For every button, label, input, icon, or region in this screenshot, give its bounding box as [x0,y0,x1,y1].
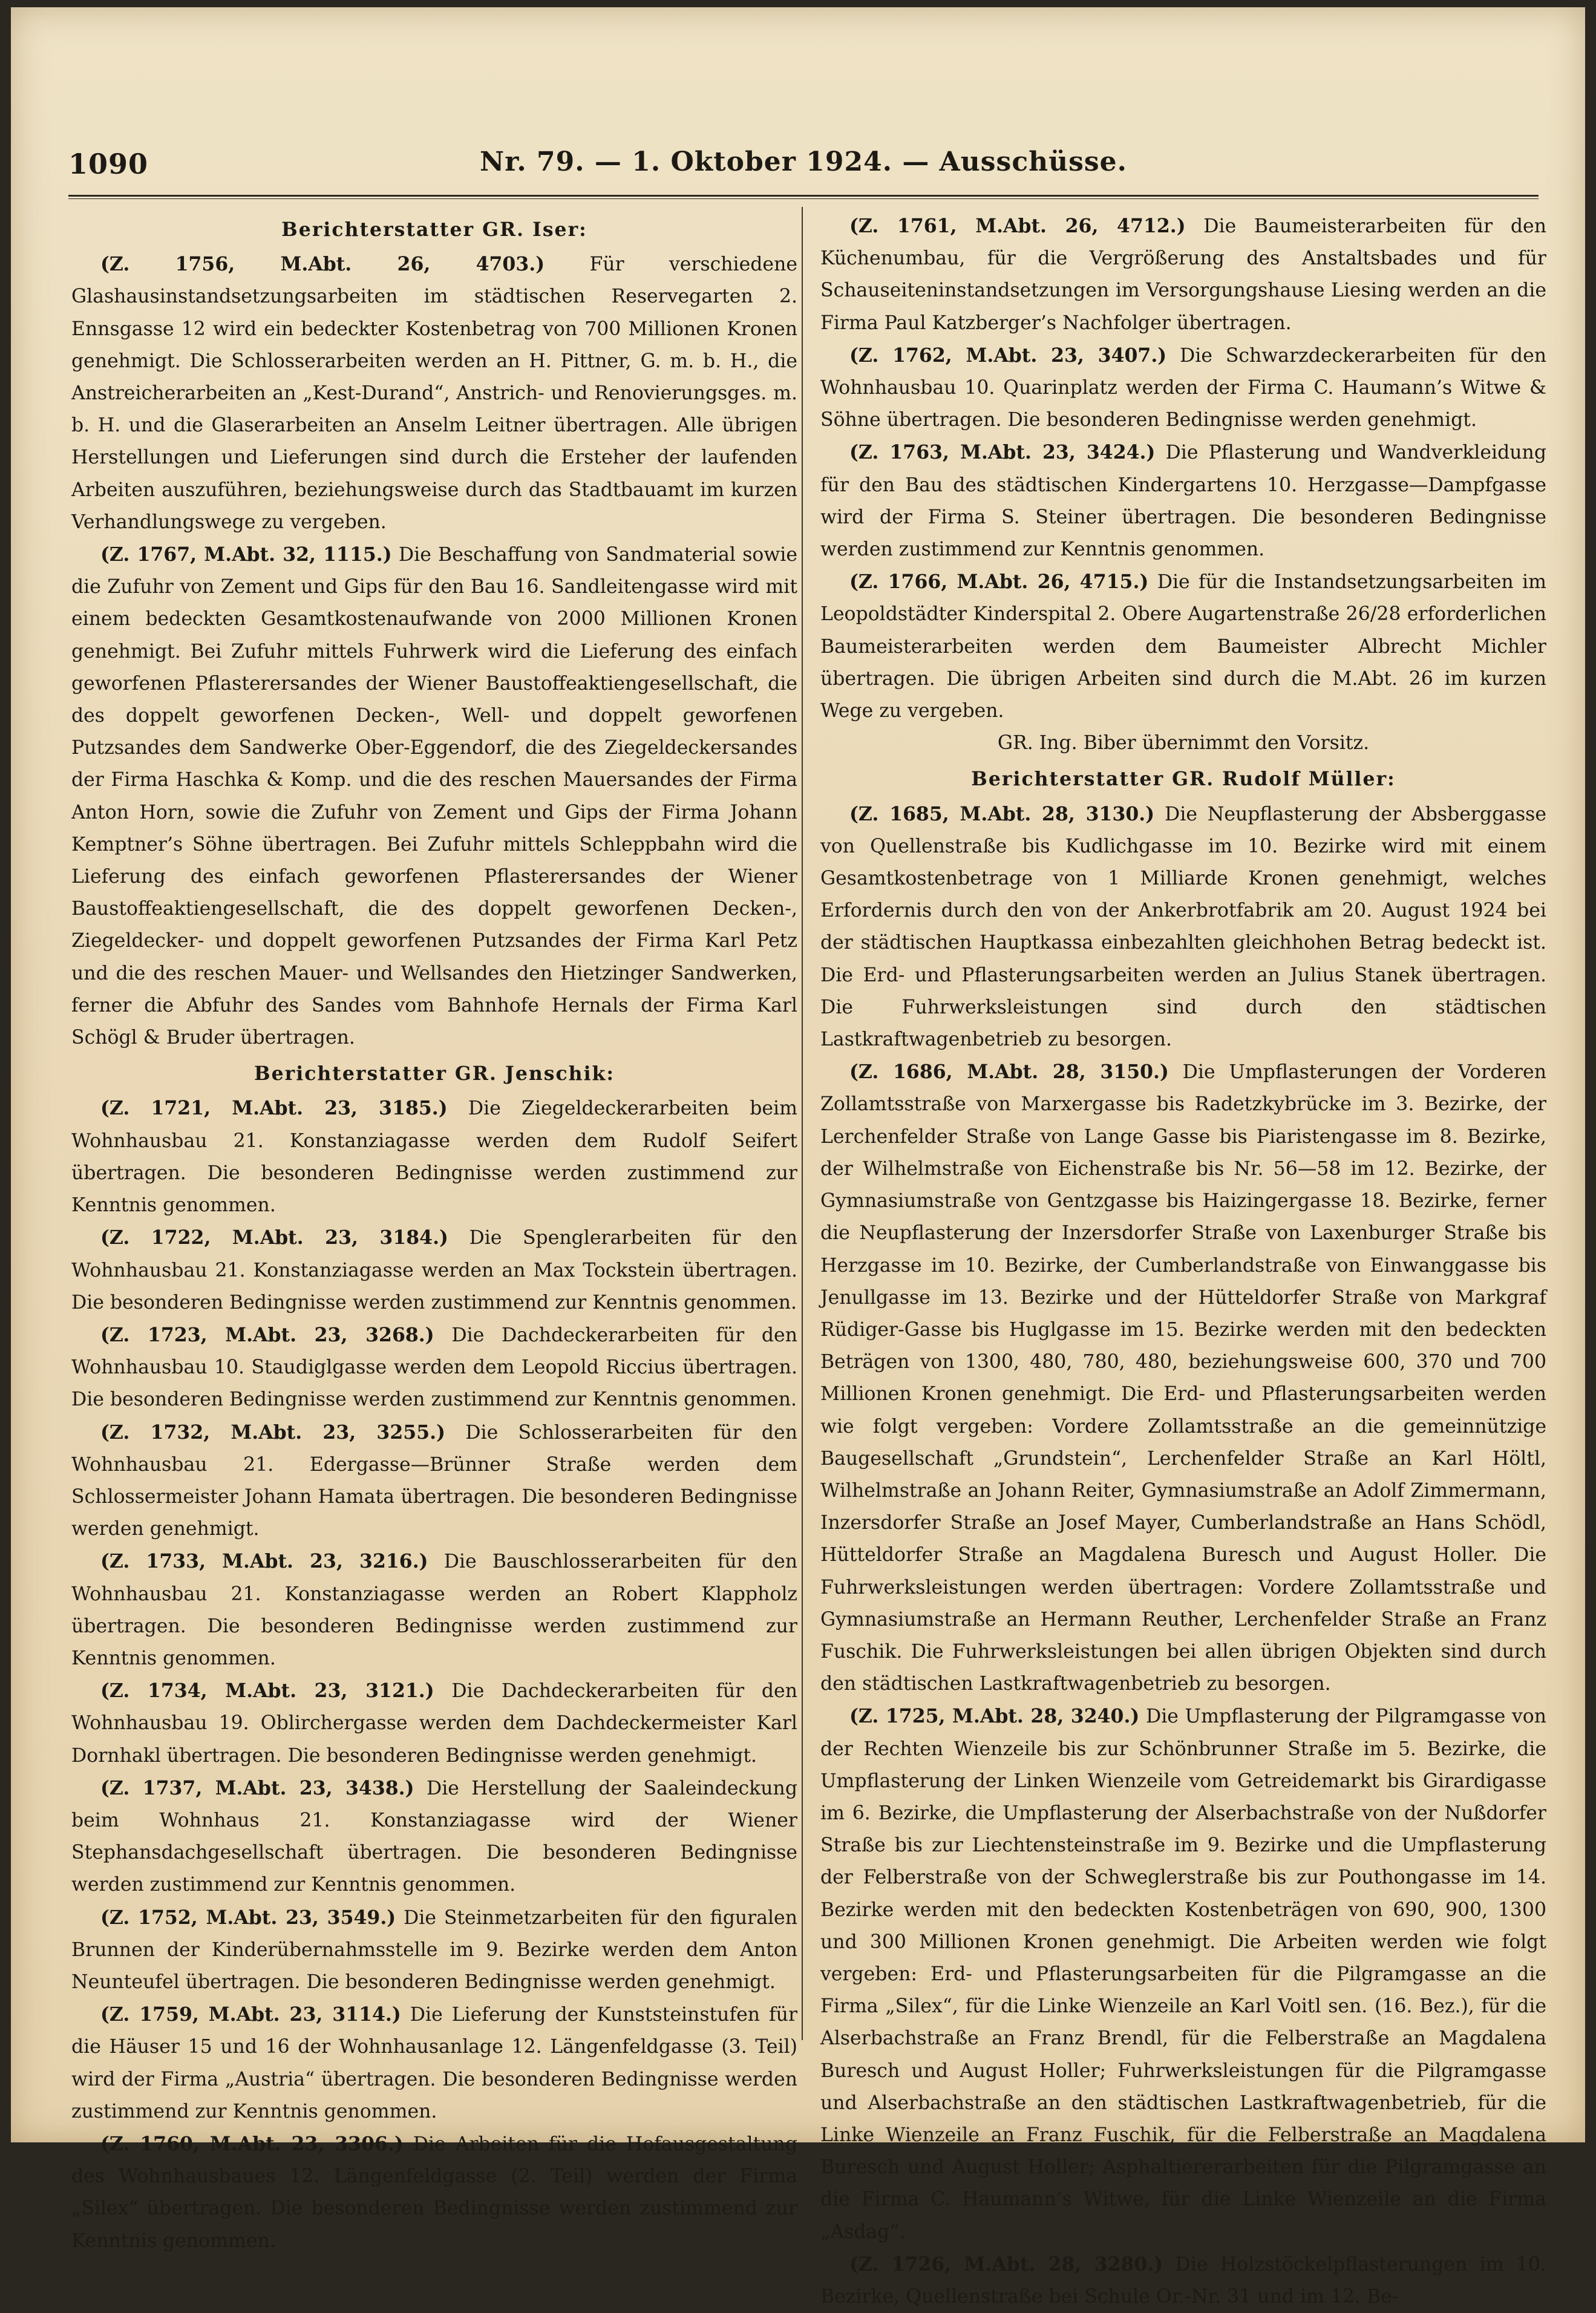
entry-reference: (Z. 1726, M.Abt. 28, 3280.) [849,2252,1163,2275]
entry-text: Die für die Instandsetzungsarbeiten im Leopoldstädter Kinderspital 2. Obere Augartenstraße 26/28 erforderlichen Baumeisterarbeiten werden dem Baumeister Albrecht Michler übertragen. Die übrigen Arbeiten sind durch die M.Abt. 26 im kurzen Wege zu vergeben. [820,571,1546,722]
entry-text: Die Steinmetzarbeiten für den figuralen Brunnen der Kinderübernahmsstelle im 9. Bezirke werden dem Anton Neunteufel übertragen. Die besonderen Bedingnisse werden genehmigt. [71,1906,797,1993]
entry-reference: (Z. 1723, M.Abt. 23, 3268.) [100,1323,434,1346]
entry-reference: (Z. 1733, M.Abt. 23, 3216.) [100,1550,428,1573]
entry-text: Die Umpflasterungen der Vorderen Zollamtsstraße von Marxergasse bis Radetzkybrücke im 3. Bezirke, der Lerchenfelder Straße von Lange Gasse bis Piaristengasse im 8. Bezirke, der Wilhelmstraße von Eichenstraße bis Nr. 56—58 im 12. Bezirke, der Gymnasiumstraße von Gentzgasse bis Haizingergasse 18. Bezirke, ferner die Neupflasterung der Inzersdorfer Straße von Laxenburger Straße bis Herzgasse im 10. Bezirke, der Cumberlandstraße von Einwanggasse bis Jenullgasse im 13. Bezirke und der Hütteldorfer Straße von Markgraf Rüdiger-Gasse bis Huglgasse im 15. Bezirke werden mit den bedeckten Beträgen von 1300, 480, 780, 480, beziehungsweise 600, 370 und 700 Millionen Kronen genehmigt. Die Erd- und Pflasterungsarbeiten werden wie folgt vergeben: Vordere Zollamtsstraße an die gemeinnützige Baugesellschaft „Grundstein“, Lerchenfelder Straße an Karl Höltl, Wilhelmstraße an Johann Reiter, Gymnasiumstraße an Adolf Zimmermann, Inzersdorfer Straße an Josef Mayer, Cumberlandstraße an Hans Schödl, Hütteldorfer Straße an Magdalena Buresch und August Holler. Die Fuhrwerksleistungen werden übertragen: Vordere Zollamtsstraße und Gymnasiumstraße an Hermann Reuther, Lerchenfelder Straße an Franz Fuschik. Die Fuhrwerksleistungen bei allen übrigen Objekten sind durch den städtischen Lastkraftwagenbetrieb zu besorgen. [820,1061,1546,1695]
resolution-entry [820,566,1546,727]
entry-text: Die Schwarzdeckerarbeiten für den Wohnhausbau 10. Quarinplatz werden der Firma C. Haumann’s Witwe & Söhne übertragen. Die besonderen Bedingnisse werden genehmigt. [820,344,1546,431]
page-number: 1090 [68,148,149,180]
entry-reference: (Z. 1686, M.Abt. 28, 3150.) [849,1061,1169,1084]
entry-text: Die Neupflasterung der Absberggasse von Quellenstraße bis Kudlichgasse im 10. Bezirke wird mit einem Gesamtkostenbetrage von 1 Milliarde Kronen genehmigt, welches Erfordernis durch den von der Ankerbrotfabrik am 20. August 1924 bei der städtischen Hauptkassa einbezahlten gleichhohen Betrag bedeckt ist. Die Erd- und Pflasterungsarbeiten werden an Julius Stanek übertragen. Die Fuhrwerksleistungen sind durch den städtischen Lastkraftwagenbetrieb zu besorgen. [820,803,1546,1051]
notice-line: GR. Ing. Biber übernimmt den Vorsitz. [997,732,1370,754]
entry-reference: (Z. 1732, M.Abt. 23, 3255.) [100,1421,445,1444]
resolution-entry [820,1056,1546,1700]
entry-reference: (Z. 1763, M.Abt. 23, 3424.) [849,441,1156,464]
entry-text: Für verschiedene Glashausinstandsetzungsarbeiten im städtischen Reservegarten 2. Ennsgasse 12 wird ein bedeckter Kostenbetrag von 700 Millionen Kronen genehmigt. Die Schlosserarbeiten werden an H. Pittner, G. m. b. H., die Anstreicherarbeiten an „Kest-Durand“, Anstrich- und Renovierungsges. m. b. H. und die Glaserarbeiten an Anselm Leitner übertragen. Alle übrigen Herstellungen und Lieferungen sind durch die Ersteher der laufenden Arbeiten auszuführen, beziehungsweise durch das Stadtbauamt im kurzen Verhandlungswege zu vergeben. [71,254,797,533]
resolution-entry [71,1998,797,2128]
entry-reference: (Z. 1759, M.Abt. 23, 3114.) [100,2003,401,2026]
right-column [820,210,1547,2308]
entry-text: Die Lieferung der Kunststeinstufen für die Häuser 15 und 16 der Wohnhausanlage 12. Längenfeldgasse (3. Teil) wird der Firma „Austria“ übertragen. Die besonderen Bedingnisse werden zustimmend zur Kenntnis genommen. [71,2004,798,2122]
entry-reference: (Z. 1737, M.Abt. 23, 3438.) [100,1776,414,1799]
resolution-entry [820,339,1546,437]
resolution-entry [820,436,1546,566]
entry-reference: (Z. 1767, M.Abt. 32, 1115.) [100,543,392,566]
entry-text: Die Pflasterung und Wandverkleidung für den Bau des städtischen Kindergartens 10. Herzgasse—Dampfgasse wird der Firma S. Steiner übertragen. Die besonderen Bedingnisse werden zustimmend zur Kenntnis genommen. [820,442,1546,561]
resolution-entry [71,1222,797,1319]
resolution-entry [820,210,1546,339]
resolution-entry [820,798,1546,1056]
entry-text: Die Baumeisterarbeiten für den Küchenumbau, für die Vergrößerung des Anstaltsbades und für Schauseiteninstandsetzungen im Versorgungshause Liesing werden an die Firma Paul Katzberger’s Nachfolger übertragen. [820,215,1546,334]
resolution-entry [71,1772,797,1902]
entry-text: Die Ziegeldeckerarbeiten beim Wohnhausbau 21. Konstanziagasse werden dem Rudolf Seifert übertragen. Die besonderen Bedingnisse werden zustimmend zur Kenntnis genommen. [71,1098,797,1217]
entry-text: Die Spenglerarbeiten für den Wohnhausbau 21. Konstanziagasse werden an Max Tockstein übertragen. Die besonderen Bedingnisse werden zustimmend zur Kenntnis genommen. [71,1227,797,1314]
entry-reference: (Z. 1725, M.Abt. 28, 3240.) [849,1705,1140,1728]
page-header [68,142,1539,184]
entry-text: Die Bauschlosserarbeiten für den Wohnhausbau 21. Konstanziagasse werden an Robert Klappholz übertragen. Die besonderen Bedingnisse werden zustimmend zur Kenntnis genommen. [71,1551,797,1669]
section-heading: Berichterstatter GR. Rudolf Müller: [971,768,1396,791]
resolution-entry [820,1700,1546,2248]
resolution-entry [71,1675,797,1772]
resolution-entry [820,2248,1546,2313]
resolution-entry [71,2128,797,2257]
header-rule [68,195,1539,197]
resolution-entry [71,1416,797,1546]
entry-reference: (Z. 1722, M.Abt. 23, 3184.) [100,1226,448,1249]
entry-reference: (Z. 1685, M.Abt. 28, 3130.) [849,802,1155,825]
newspaper-page [11,7,1585,2308]
entry-text: Die Arbeiten für die Hofausgestaltung des Wohnhausbaues 12. Längenfeldgasse (2. Teil) werden der Firma „Silex“ übertragen. Die besonderen Bedingnisse werden zustimmend zur Kenntnis genommen. [71,2133,798,2252]
resolution-entry [71,1545,797,1675]
running-title: Nr. 79. — 1. Oktober 1924. — Ausschüsse. [480,146,1127,177]
header-rule-thin [68,198,1539,199]
left-column [71,210,798,2252]
entry-text: Die Beschaffung von Sandmaterial sowie die Zufuhr von Zement und Gips für den Bau 16. Sandleitengasse wird mit einem bedeckten Gesamtkostenaufwande von 2000 Millionen Kronen genehmigt. Bei Zufuhr mittels Fuhrwerk wird die Lieferung des einfach geworfenen Pflasterersandes der Wiener Baustoffeaktiengesellschaft, die des doppelt geworfenen Decken-, Well- und doppelt geworfenen Putzsandes dem Sandwerke Ober-Eggendorf, die des Ziegeldeckersandes der Firma Haschka & Komp. und die des reschen Mauersandes der Firma Anton Horn, sowie die Zufuhr von Zement und Gips der Firma Johann Kemptner’s Söhne übertragen. Bei Zufuhr mittels Schleppbahn wird die Lieferung des einfach geworfenen Pflasterersandes der Wiener Baustoffeaktiengesellschaft, die des doppelt geworfenen Decken-, Ziegeldecker- und doppelt geworfenen Putzsandes der Firma Karl Petz und die des reschen Mauer- und Wellsandes den Hietzinger Sandwerken, ferner die Abfuhr des Sandes vom Bahnhofe Hernals der Firma Karl Schögl & Bruder übertragen. [71,544,798,1049]
resolution-entry [71,1319,797,1416]
entry-text: Die Umpflasterung der Pilgramgasse von der Rechten Wienzeile bis zur Schönbrunner Straße im 5. Bezirke, die Umpflasterung der Linken Wienzeile vom Getreidemarkt bis Girardigasse im 6. Bezirke, die Umpflasterung der Alserbachstraße von der Nußdorfer Straße bis zur Liechtensteinstraße im 9. Bezirke und die Umpflasterung der Felberstraße von der Schweglerstraße bis zur Pouthongasse im 14. Bezirke werden mit den bedeckten Kostenbeträgen von 690, 900, 1300 und 300 Millionen Kronen genehmigt. Die Arbeiten werden wie folgt vergeben: Erd- und Pflasterungsarbeiten für die Pilgramgasse an die Firma „Silex“, für die Linke Wienzeile an Karl Voitl sen. (16. Bez.), für die Alserbachstraße an Franz Brendl, für die Felberstraße an Magdalena Buresch und August Holler; Fuhrwerksleistungen für die Pilgramgasse und Alserbachstraße an den städtischen Lastkraftwagenbetrieb, für die Linke Wienzeile an Franz Fuschik, für die Felberstraße an Magdalena Buresch und August Holler; Asphaltiererarbeiten für die Pilgramgasse an die Firma C. Haumann’s Witwe, für die Linke Wienzeile an die Firma „Asdag“. [820,1706,1547,2243]
entry-text: Die Dachdeckerarbeiten für den Wohnhausbau 19. Oblirchergasse werden dem Dachdeckermeister Karl Dornhakl übertragen. Die besonderen Bedingnisse werden genehmigt. [71,1680,797,1767]
resolution-entry [71,1092,797,1222]
resolution-entry [71,538,797,1054]
entry-reference: (Z. 1766, M.Abt. 26, 4715.) [849,571,1149,594]
entry-reference: (Z. 1752, M.Abt. 23, 3549.) [100,1906,396,1929]
entry-reference: (Z. 1756, M.Abt. 26, 4703.) [100,253,545,276]
entry-reference: (Z. 1762, M.Abt. 23, 3407.) [849,344,1167,367]
entry-reference: (Z. 1761, M.Abt. 26, 4712.) [849,215,1186,237]
resolution-entry [71,1902,797,1999]
entry-text: Die Schlosserarbeiten für den Wohnhausbau 21. Edergasse—Brünner Straße werden dem Schlossermeister Johann Hamata übertragen. Die besonderen Bedingnisse werden genehmigt. [71,1421,797,1540]
entry-reference: (Z. 1760, M.Abt. 23, 3306.) [100,2132,404,2155]
entry-text: Die Herstellung der Saaleindeckung beim Wohnhaus 21. Konstanziagasse wird der Wiener Stephansdachgesellschaft übertragen. Die besonderen Bedingnisse werden zustimmend zur Kenntnis genommen. [71,1777,797,1896]
section-heading: Berichterstatter GR. Jenschik: [254,1062,615,1085]
column-divider [802,207,803,2040]
entry-reference: (Z. 1721, M.Abt. 23, 3185.) [100,1097,448,1120]
entry-text: Die Holzstöckelpflasterungen im 10. Bezirke, Quellenstraße bei Schule Or.-Nr. 31 und im 12. Be- [820,2253,1546,2308]
entry-reference: (Z. 1734, M.Abt. 23, 3121.) [100,1680,434,1703]
section-heading: Berichterstatter GR. Iser: [281,218,587,241]
resolution-entry [71,248,797,538]
entry-text: Die Dachdeckerarbeiten für den Wohnhausbau 10. Staudiglgasse werden dem Leopold Riccius übertragen. Die besonderen Bedingnisse werden zustimmend zur Kenntnis genommen. [71,1324,797,1411]
